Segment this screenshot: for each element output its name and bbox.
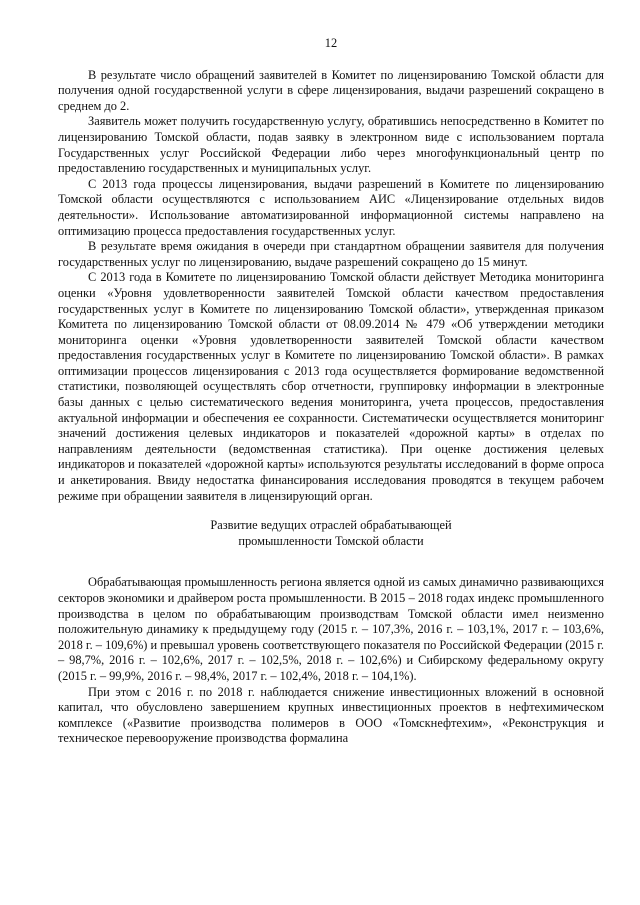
paragraph-investment-decline: При этом с 2016 г. по 2018 г. наблюдается снижение инвестиционных вложений в основной капитал, что обусловлено завершением крупных инвестиционных проектов в нефтехимическом комплексе («Развитие производства полимеров в ООО «Томскнефтехим», «Реконструкция и техническое перевооружение производства формалина bbox=[58, 684, 604, 746]
section-heading bbox=[58, 518, 604, 549]
paragraph-ais-licensing: С 2013 года процессы лицензирования, выдачи разрешений в Комитете по лицензированию Томской области осуществляются с использованием АИС «Лицензирование отдельных видов деятельности». Использование автоматизированной информационной системы направлено на оптимизацию процесса предоставления государственных услуг. bbox=[58, 176, 604, 238]
page-number: 12 bbox=[324, 36, 338, 50]
paragraph-queue-time: В результате время ожидания в очереди при стандартном обращении заявителя для получения государственных услуг по лицензированию, выдаче разрешений сокращено до 15 минут. bbox=[58, 239, 604, 269]
paragraph-monitoring-methodology: С 2013 года в Комитете по лицензированию Томской области действует Методика мониторинга оценки «Уровня удовлетворенности заявителей Томской области качеством предоставления государственных услуг в Комитете по лицензированию Томской области», утвержденная приказом Комитета по лицензированию Томской области от 08.09.2014 № 479 «Об утверждении методики мониторинга оценки «Уровня удовлетворенности заявителей Томской области качеством предоставления государственных услуг в Комитете по лицензированию Томской области». В рамках оптимизации процессов лицензирования с 2013 года осуществляется формирование ведомственной статистики, позволяющей осуществлять сбор отчетности, группировку информации в электронные базы данных с целью систематического ведения мониторинга, учета процессов, предоставления актуальной информации и обеспечения ее сохранности. Систематически осуществляется мониторинг значений достижения целевых индикаторов и показателей «дорожной карты» в отделах по направлениям деятельности (ведомственная статистика). При оценке достижения целевых индикаторов и показателей «дорожной карты» используются результаты исследований в форме опроса и анкетирования. Ввиду недостатка финансирования исследования проводятся в текущем рабочем режиме при обращении заявителя в лицензирующий орган. bbox=[58, 270, 604, 503]
section-heading-line-1: Развитие ведущих отраслей обрабатывающей bbox=[210, 518, 452, 533]
paragraph-applicant-requests: В результате число обращений заявителей в Комитет по лицензированию Томской области для получения одной государственной услуги в сфере лицензирования, выдачи разрешений сокращено в среднем до 2. bbox=[58, 67, 604, 113]
paragraph-service-channels: Заявитель может получить государственную услугу, обратившись непосредственно в Комитет по лицензированию Томской области, подав заявку в электронном виде с использованием портала Государственных услуг Российской Федерации либо через многофункциональный центр по предоставлению государственных и муниципальных услуг. bbox=[58, 114, 604, 176]
section-heading-line-2: промышленности Томской области bbox=[238, 533, 424, 548]
paragraph-manufacturing-growth: Обрабатывающая промышленность региона является одной из самых динамично развивающихся секторов экономики и драйвером роста промышленности. В 2015 – 2018 годах индекс промышленного производства в целом по обрабатывающим производствам Томской области имел неизменно положительную динамику к предыдущему году (2015 г. – 107,3%, 2016 г. – 103,1%, 2017 г. – 103,6%, 2018 г. – 109,6%) и превышал уровень соответствующего показателя по Российской Федерации (2015 г. – 98,7%, 2016 г. – 102,6%, 2017 г. – 102,5%, 2018 г. – 102,6%) и Сибирскому федеральному округу (2015 г. – 99,9%, 2016 г. – 98,4%, 2017 г. – 102,4%, 2018 г. – 104,1%). bbox=[58, 575, 604, 683]
section-spacer bbox=[58, 549, 604, 575]
